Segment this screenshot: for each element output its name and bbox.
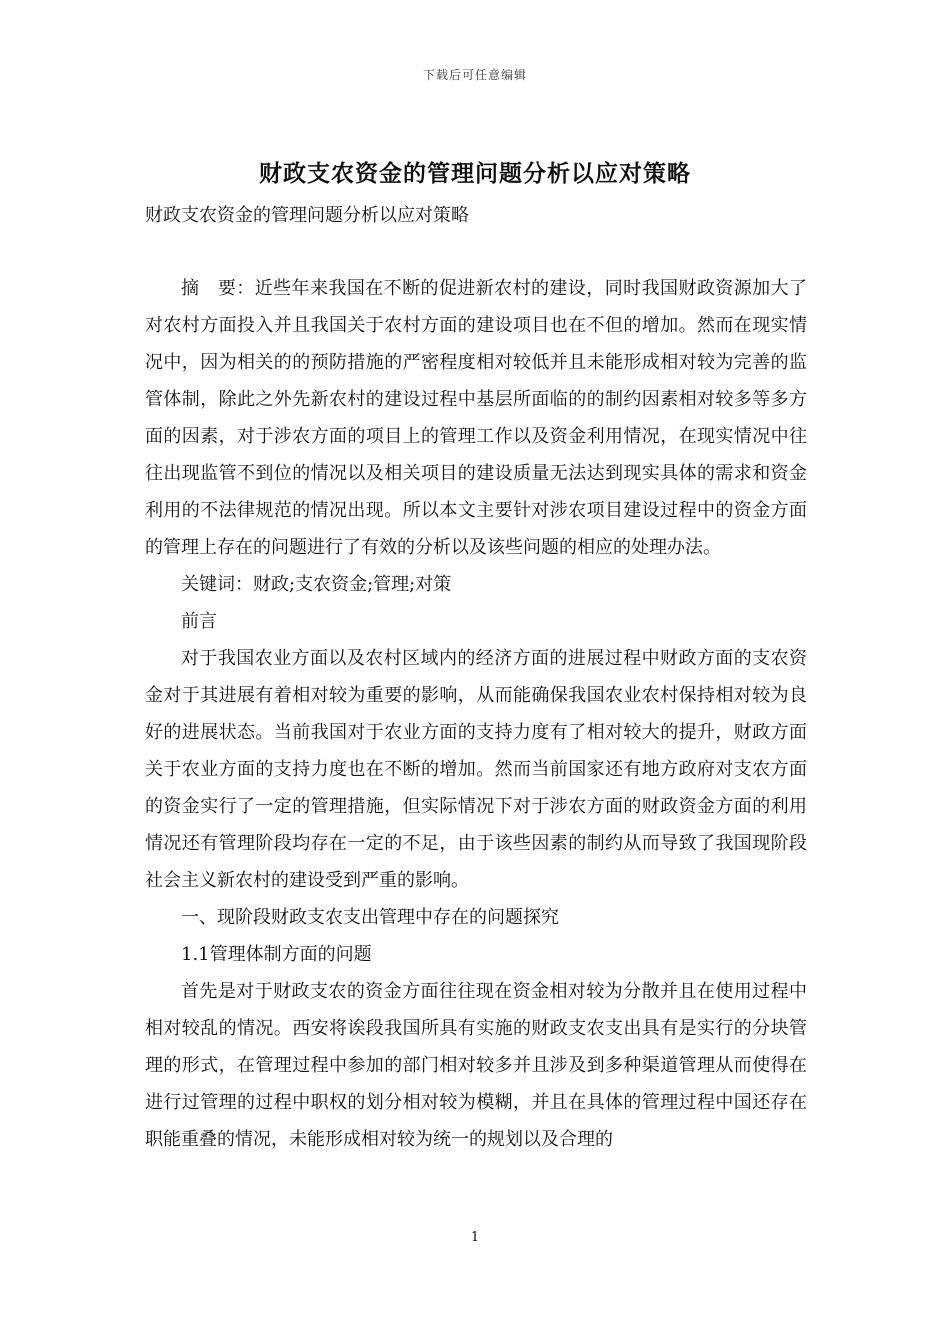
document-title: 财政支农资金的管理问题分析以应对策略 [259, 160, 691, 187]
keywords-line: 关键词：财政;支农资金;管理;对策 [181, 574, 452, 595]
header-note: 下载后可任意编辑 [422, 68, 527, 82]
abstract-paragraph: 摘 要：近些年来我国在不断的促进新农村的建设，同时我国财政资源加大了对农村方面投入并且我国关于农村方面的建设项目也在不但的增加。然而在现实情况中，因为相关的的预防措施的严密程度相对较低并且未能形成相对较为完善的监管体制，除此之外先新农村的建设过程中基层所面临的的制约因素相对较多等多方面的因素，对于涉农方面的项目上的管理工作以及资金利用情况，在现实情况中往往出现监管不到位的情况以及相关项目的建设质量无法达到现实具体的需求和资金利用的不法律规范的情况出现。所以本文主要针对涉农项目建设过程中的资金方面的管理上存在的问题进行了有效的分析以及该些问题的相应的处理办法。 [145, 278, 807, 558]
document-body [145, 270, 807, 1158]
document-subtitle: 财政支农资金的管理问题分析以应对策略 [145, 205, 469, 226]
preface-heading: 前言 [181, 611, 217, 632]
section-1-1-paragraph: 首先是对于财政支农的资金方面往往现在资金相对较为分散并且在使用过程中相对较乱的情况。西安将诶段我国所具有实施的财政支农支出具有是实行的分块管理的形式，在管理过程中参加的部门相对较多并且涉及到多种渠道管理从而使得在进行过管理的过程中职权的划分相对较为模糊，并且在具体的管理过程中国还存在职能重叠的情况，未能形成相对较为统一的规划以及合理的 [145, 981, 807, 1150]
page-number: 1 [470, 1230, 480, 1245]
section-1-heading: 一、现阶段财政支农支出管理中存在的问题探究 [181, 907, 559, 928]
section-1-1-heading: 1.1管理体制方面的问题 [181, 944, 372, 965]
preface-paragraph: 对于我国农业方面以及农村区域内的经济方面的进展过程中财政方面的支农资金对于其进展有着相对较为重要的影响，从而能确保我国农业农村保持相对较为良好的进展状态。当前我国对于农业方面的支持力度有了相对较大的提升，财政方面关于农业方面的支持力度也在不断的增加。然而当前国家还有地方政府对支农方面的资金实行了一定的管理措施，但实际情况下对于涉农方面的财政资金方面的利用情况还有管理阶段均存在一定的不足，由于该些因素的制约从而导致了我国现阶段社会主义新农村的建设受到严重的影响。 [145, 648, 807, 891]
